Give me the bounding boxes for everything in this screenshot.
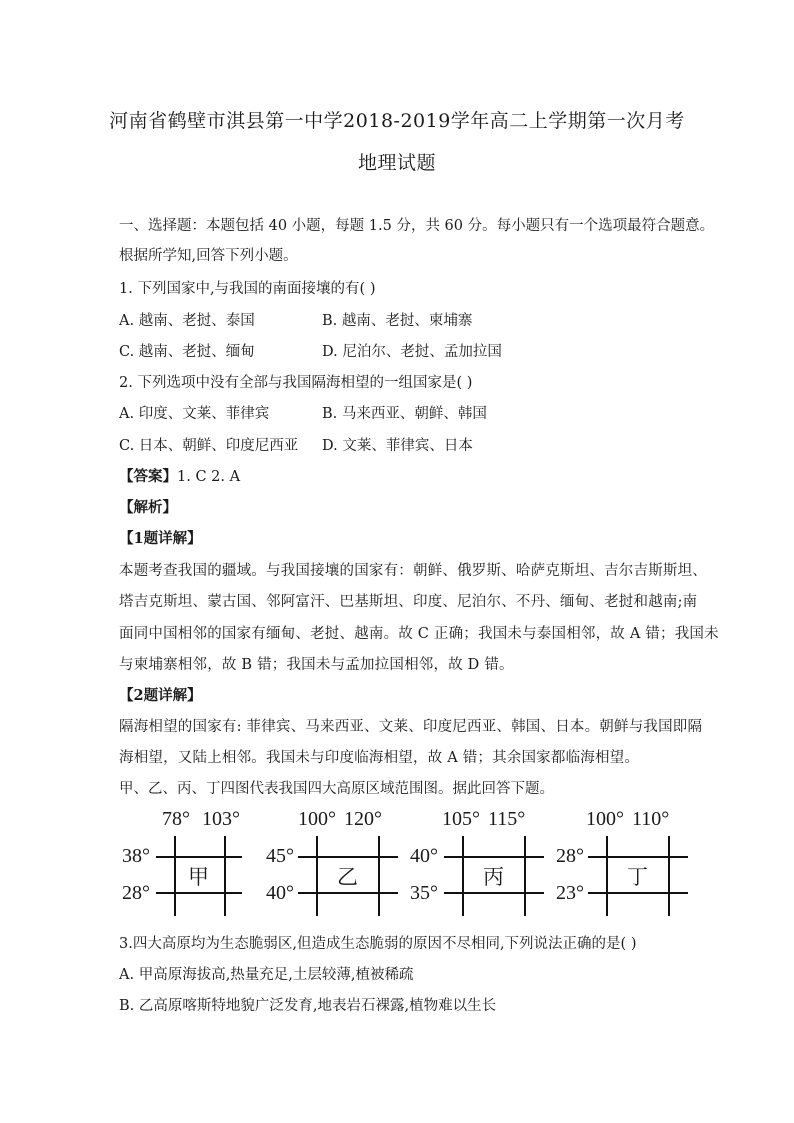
longitude-label-right: 110° [632,808,670,830]
longitude-line [606,836,608,916]
section-intro-2: 根据所学知,回答下列小题。 [119,248,298,264]
longitude-label-left: 100° [298,808,336,830]
longitude-line [224,836,226,916]
plateau-figure-yi [266,808,406,918]
detail-1-label: 【1题详解】 [119,530,202,547]
longitude-line [174,836,176,916]
longitude-label-right: 115° [488,808,526,830]
plateau-name: 乙 [337,865,358,889]
longitude-line [316,836,318,916]
figure-intro: 甲、乙、丙、丁四图代表我国四大高原区域范围图。据此回答下题。 [119,781,554,797]
latitude-label-bottom: 40° [266,882,294,904]
question-2-option-b: B. 马来西亚、朝鲜、韩国 [322,406,487,422]
exam-subtitle: 地理试题 [357,152,436,174]
latitude-label-top: 45° [266,845,294,867]
detail-1-line-3: 面同中国相邻的国家有缅甸、老挝、越南。故 C 正确；我国未与泰国相邻，故 A 错；我国未 [119,626,719,642]
latitude-line [156,856,242,858]
question-3-option-b: B. 乙高原喀斯特地貌广泛发育,地表岩石裸露,植物难以生长 [119,998,497,1014]
latitude-label-top: 38° [122,845,150,867]
question-3-option-a: A. 甲高原海拔高,热量充足,土层较薄,植被稀疏 [119,967,414,983]
question-3-stem: 3.四大高原均为生态脆弱区,但造成生态脆弱的原因不尽相同,下列说法正确的是( ) [119,936,637,952]
plateau-figure-ding [556,808,696,918]
question-1-option-a: A. 越南、老挝、泰国 [119,313,255,329]
latitude-label-top: 40° [410,845,438,867]
plateau-name: 丙 [483,865,504,889]
plateau-name: 甲 [188,865,209,889]
detail-2-line-1: 隔海相望的国家有: 菲律宾、马来西亚、文莱、印度尼西亚、韩国、日本。朝鲜与我国即隔 [119,719,703,735]
question-1-stem: 1. 下列国家中,与我国的南面接壤的有( ) [119,281,376,297]
question-1-option-d: D. 尼泊尔、老挝、孟加拉国 [322,344,502,360]
answer-text: 1. C 2. A [177,469,241,485]
latitude-line [588,892,688,894]
plateau-figures [118,808,698,918]
longitude-line [378,836,380,916]
longitude-line [524,836,526,916]
latitude-line [298,856,398,858]
latitude-line [588,856,688,858]
question-1-option-c: C. 越南、老挝、缅甸 [119,344,255,360]
exam-title: 河南省鹤壁市淇县第一中学2018-2019学年高二上学期第一次月考 [109,110,685,132]
question-2-option-d: D. 文莱、菲律宾、日本 [322,438,473,454]
plateau-figure-jia [118,808,258,918]
detail-1-line-4: 与柬埔寨相邻，故 B 错；我国未与孟加拉国相邻，故 D 错。 [119,657,514,673]
longitude-line [462,836,464,916]
longitude-label-left: 100° [586,808,624,830]
section-intro: 一、选择题：本题包括 40 小题，每题 1.5 分，共 60 分。每小题只有一个选项最符合题意。 [119,218,715,234]
plateau-name: 丁 [627,865,648,889]
question-2-option-c: C. 日本、朝鲜、印度尼西亚 [119,438,299,454]
longitude-label-right: 103° [202,808,240,830]
detail-1-line-2: 塔吉克斯坦、蒙古国、邻阿富汗、巴基斯坦、印度、尼泊尔、不丹、缅甸、老挝和越南;南 [119,594,698,610]
detail-1-line-1: 本题考查我国的疆域。与我国接壤的国家有：朝鲜、俄罗斯、哈萨克斯坦、吉尔吉斯斯坦、 [119,563,707,579]
latitude-label-top: 28° [556,845,584,867]
longitude-line [668,836,670,916]
latitude-line [156,892,242,894]
latitude-line [444,892,544,894]
answer-line [119,467,689,487]
longitude-label-left: 105° [442,808,480,830]
answer-label: 【答案】 [119,468,177,485]
analysis-label: 【解析】 [119,499,177,516]
latitude-line [444,856,544,858]
latitude-line [298,892,398,894]
plateau-figure-bing [408,808,548,918]
question-2-option-a: A. 印度、文莱、菲律宾 [119,406,270,422]
longitude-label-left: 78° [162,808,190,830]
question-2-stem: 2. 下列选项中没有全部与我国隔海相望的一组国家是( ) [119,375,473,391]
question-1-option-b: B. 越南、老挝、柬埔寨 [322,313,473,329]
latitude-label-bottom: 23° [556,882,584,904]
detail-2-label: 【2题详解】 [119,687,202,704]
detail-2-line-2: 海相望，又陆上相邻。我国未与印度临海相望，故 A 错；其余国家都临海相望。 [119,750,640,766]
latitude-label-bottom: 28° [122,882,150,904]
latitude-label-bottom: 35° [410,882,438,904]
longitude-label-right: 120° [344,808,382,830]
